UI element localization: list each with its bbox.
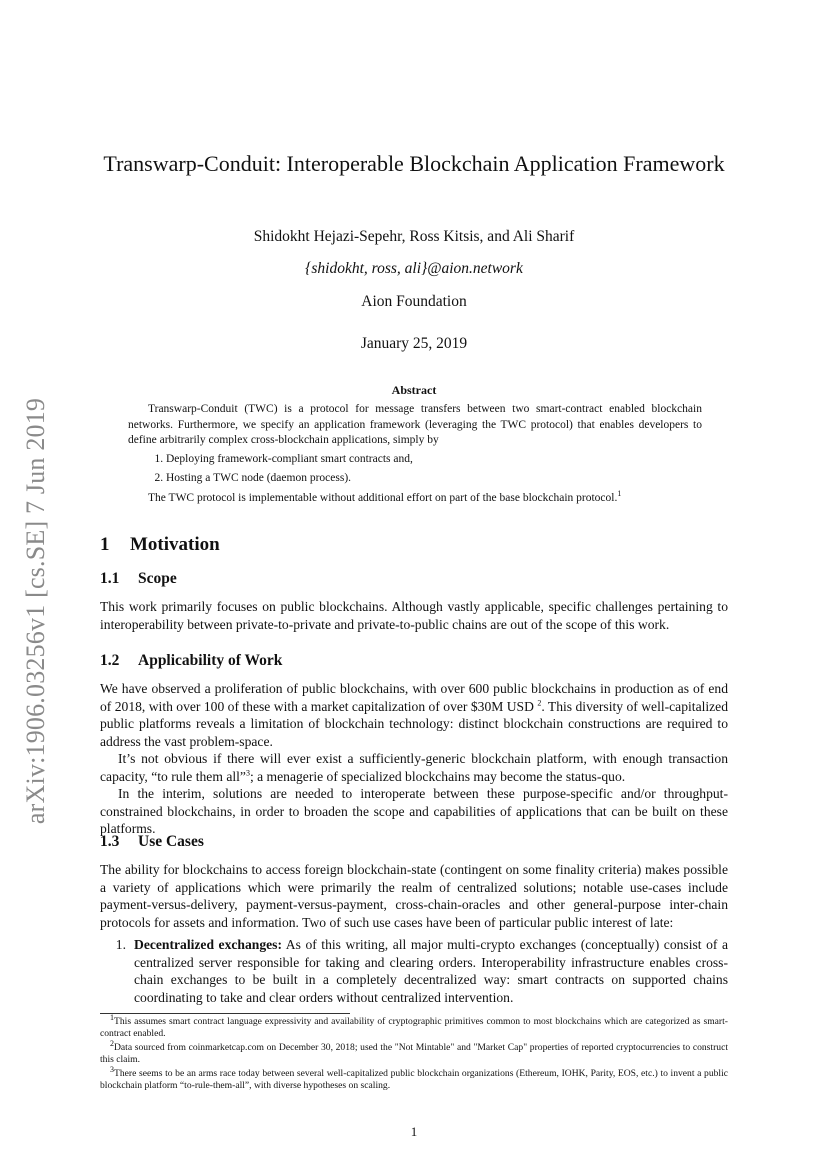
- paragraph-text: The ability for blockchains to access foreign blockchain-state (contingent on some finality criteria) makes possible a variety of applications which were primarily the realm of centralized solutions; notable use-cases include payment-versus-delivery, payment-versus-payment, cross-chain-oracles and other general-purpose inter-chain protocols for assets and information. Two of such use cases have been of particular public interest of late:: [100, 862, 728, 930]
- paragraph-text: ; a menagerie of specialized blockchains may become the status-quo.: [249, 768, 626, 784]
- use-cases-intro: [100, 861, 728, 931]
- list-item-label: Decentralized exchanges:: [134, 937, 282, 952]
- scope-text: This work primarily focuses on public blockchains. Although vastly applicable, specific challenges pertaining to interoperability between private-to-private and private-to-public chains are out of the scope of this work.: [100, 599, 728, 632]
- footnotes: [100, 1012, 728, 1094]
- paper-date: January 25, 2019: [360, 335, 468, 352]
- section-number: 1.3: [100, 833, 120, 850]
- abstract-list-item: 2. Hosting a TWC node (daemon process).: [166, 471, 702, 487]
- section-title: Motivation: [130, 534, 220, 555]
- subsection-heading-applicability: [100, 652, 282, 670]
- abstract-list: [128, 452, 702, 487]
- paper-title: Transwarp-Conduit: Interoperable Blockchain Application Framework: [103, 151, 725, 176]
- abstract-paragraph: Transwarp-Conduit (TWC) is a protocol for message transfers between two smart-contract enabled blockchain networks. Furthermore, we specify an application framework (leveraging the TWC protocol) that enables developers to define arbitrarily complex cross-blockchain applications, simply by: [128, 403, 702, 446]
- abstract-closing-text: The TWC protocol is implementable without additional effort on part of the base blockchain protocol.: [148, 491, 618, 504]
- footnote-ref[interactable]: 1: [617, 488, 622, 498]
- abstract-closing: [128, 488, 702, 507]
- author-list: Shidokht Hejazi-Sepehr, Ross Kitsis, and Ali Sharif: [253, 228, 575, 245]
- page-number: 1: [410, 1124, 418, 1139]
- list-item-number: 1.: [115, 937, 126, 952]
- arxiv-identifier: arXiv:1906.03256v1 [cs.SE] 7 Jun 2019: [21, 397, 50, 825]
- paragraph-text: We have observed a proliferation of public blockchains, with over 600 public blockchains in production as of end of 2018, with over 100 of these with a market capitalization of over $30M USD: [100, 681, 728, 714]
- applicability-paragraph-1: [100, 680, 728, 750]
- section-title: Use Cases: [138, 833, 204, 850]
- applicability-paragraph-2: [100, 750, 728, 785]
- section-number: 1.2: [100, 652, 120, 669]
- footnote-mark: 3: [110, 1064, 114, 1074]
- footnote: [100, 1064, 728, 1092]
- footnote-text: There seems to be an arms race today between several well-capitalized public blockchain organizations (Ethereum, IOHK, Parity, EOS, etc.) to invent a public blockchain platform “to-rule-them-all”, with diverse hypotheses on scaling.: [100, 1068, 728, 1091]
- paragraph-text: It’s not obvious if there will ever exist a sufficiently-generic blockchain platform, with enough transaction capacity, “to rule them all”: [100, 751, 728, 784]
- abstract-body: [128, 402, 702, 506]
- abstract-heading: Abstract: [391, 383, 437, 397]
- footnote-mark: 2: [110, 1038, 114, 1048]
- section-number: 1: [100, 534, 110, 555]
- section-heading-motivation: [100, 534, 220, 556]
- footnote-ref[interactable]: 3: [245, 767, 250, 777]
- section-title: Applicability of Work: [138, 652, 283, 669]
- footnote-ref[interactable]: 2: [537, 697, 542, 707]
- subsection-heading-scope: [100, 570, 177, 588]
- author-emails: {shidokht, ross, ali}@aion.network: [305, 260, 523, 277]
- footnote-divider: [100, 1013, 350, 1014]
- scope-paragraph: [100, 598, 728, 633]
- footnote-text: Data sourced from coinmarketcap.com on December 30, 2018; used the "Not Mintable" and "Market Cap" properties of reported cryptocurrencies to construct this claim.: [100, 1042, 728, 1065]
- paragraph-text: . This diversity of well-capitalized public platforms reveals a limitation of blockchain technology: distinct blockchain constructions are required to address the vast problem-space.: [100, 698, 729, 749]
- list-item: [100, 936, 728, 1006]
- list-item-body: [134, 936, 728, 1006]
- footnote-text: This assumes smart contract language expressivity and availability of cryptographic primitives common to most blockchains which are categorized as smart-contract enabled.: [100, 1016, 728, 1039]
- footnote: [100, 1038, 728, 1066]
- section-number: 1.1: [100, 570, 120, 587]
- use-case-list: [100, 936, 728, 1006]
- abstract-list-item: 1. Deploying framework-compliant smart contracts and,: [166, 452, 702, 468]
- footnote-mark: 1: [110, 1012, 114, 1022]
- footnote: [100, 1012, 728, 1040]
- applicability-body: [100, 680, 728, 838]
- list-item-text: As of this writing, all major multi-crypto exchanges (conceptually) consist of a centralized server responsible for taking and clearing orders. Interoperability infrastructure enables cross-chain exchanges to be built in a completely decentralized way: smart contracts on supported chains coordinating to take and clear orders without centralized intervention.: [134, 937, 728, 1005]
- applicability-paragraph-3: In the interim, solutions are needed to interoperate between these purpose-specific and/or throughput-constrained blockchains, in order to broaden the scope and capabilities of applications that can be built on these platforms.: [100, 786, 728, 836]
- affiliation: Aion Foundation: [361, 293, 467, 310]
- subsection-heading-use-cases: [100, 833, 204, 851]
- section-title: Scope: [138, 570, 177, 587]
